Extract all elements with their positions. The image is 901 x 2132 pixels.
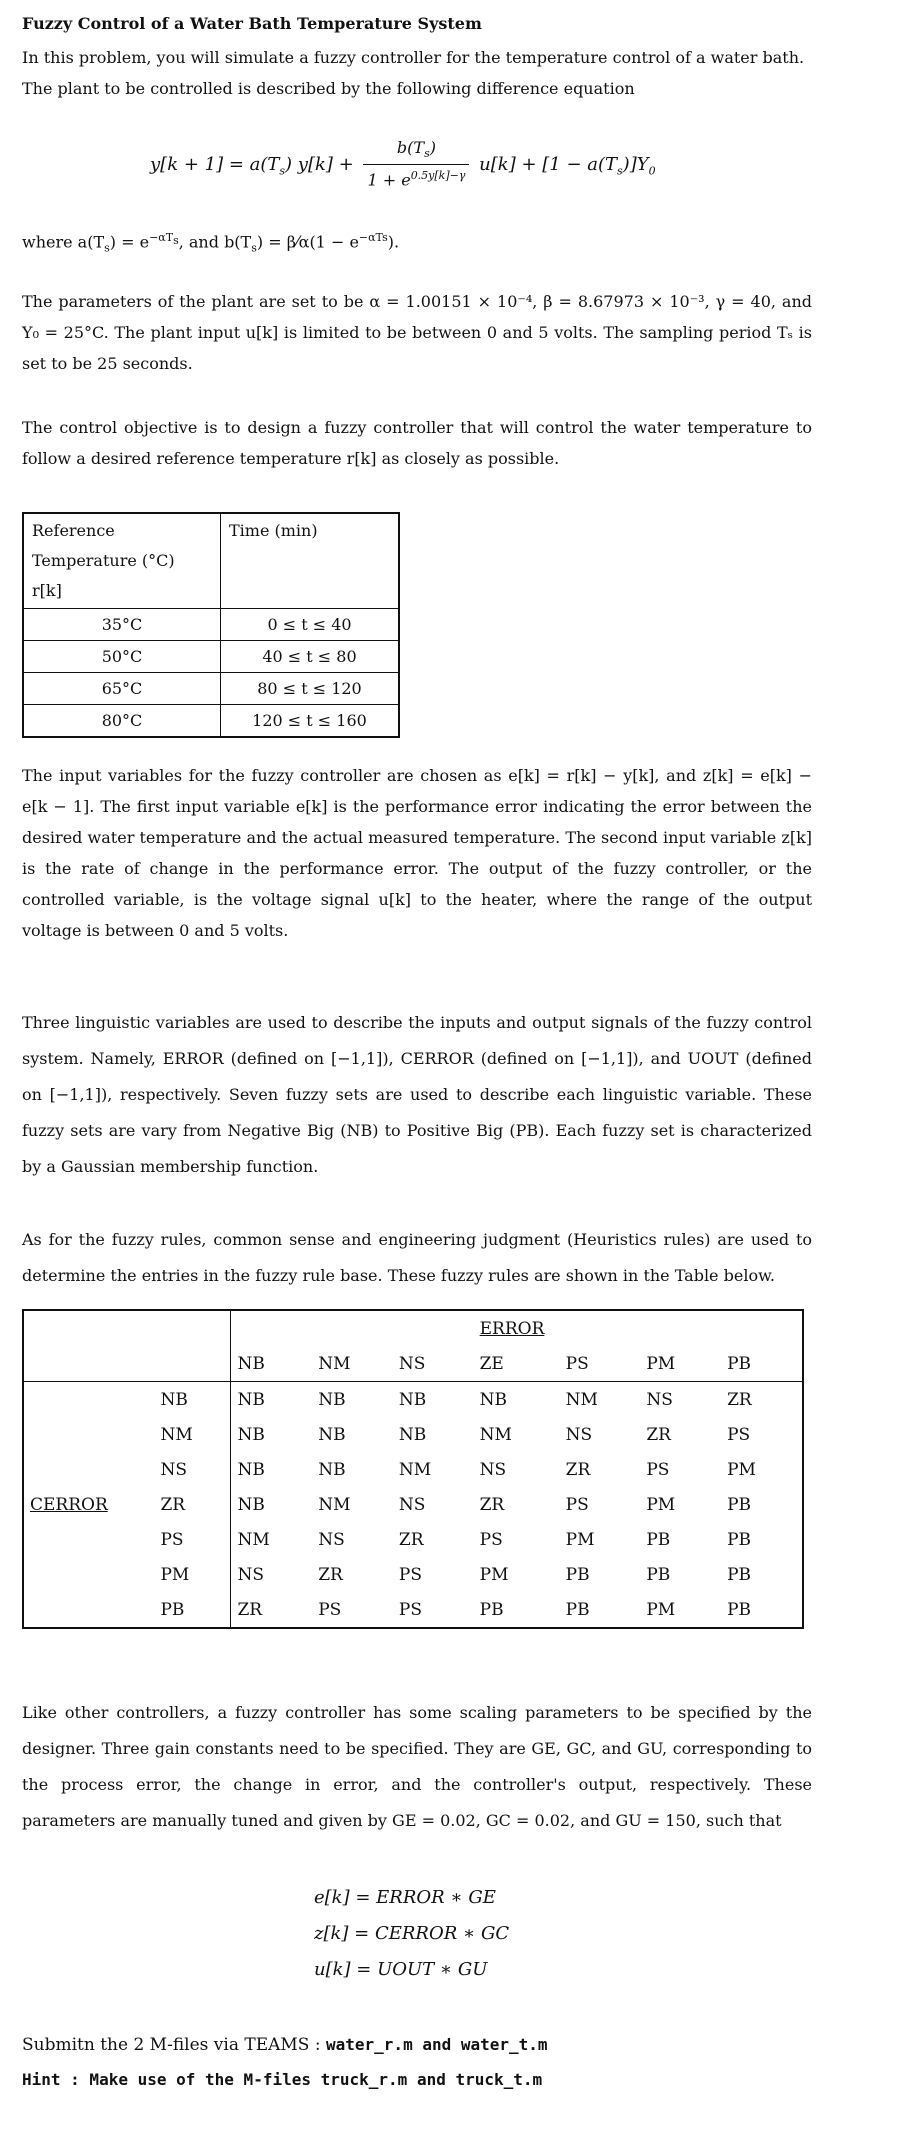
- rule-cell: ZR: [646, 1424, 671, 1445]
- objective-paragraph: The control objective is to design a fuzzy controller that will control the water temperature to follow a desired reference temperature r[k] as closely as possible.: [22, 418, 812, 468]
- rule-header-spacer: [640, 1310, 721, 1346]
- rule-cell: NB: [231, 1487, 312, 1522]
- linguistic-variables-paragraph: Three linguistic variables are used to describe the inputs and output signals of the fuzzy control system. Namely, ERROR (defined on [−1,1]), CERROR (defined on [−1,1]), and UOUT (defined on [−1,1]), respectively. Seven fuzzy sets are used to describe each linguistic variable. These fuzzy sets are vary from Negative Big (NB) to Positive Big (PB). Each fuzzy set is characterized by a Gaussian membership function.: [22, 1013, 812, 1176]
- ref-temp-cell: 35°C: [23, 609, 221, 641]
- rule-header-spacer: [231, 1310, 312, 1346]
- fuzzy-rules-paragraph: As for the fuzzy rules, common sense and engineering judgment (Heuristics rules) are used to determine the entries in the fuzzy rule base. These fuzzy rules are shown in the Table below.: [22, 1230, 812, 1285]
- ref-table-header-temp: [23, 513, 221, 609]
- eq-frac-den-sup: 0.5y[k]−γ: [410, 169, 466, 183]
- rule-row-label-empty: [23, 1417, 138, 1452]
- rule-cell: PB: [646, 1529, 671, 1550]
- ref-table-row: [23, 705, 399, 738]
- error-col-header: PM: [646, 1353, 676, 1374]
- hint-line: Hint : Make use of the M-files truck_r.m and truck_t.m: [22, 2070, 543, 2089]
- ref-table-row: [23, 673, 399, 705]
- rule-corner: [138, 1346, 230, 1382]
- rule-cell: PB: [727, 1564, 751, 1585]
- ref-table-row: [23, 641, 399, 673]
- rule-row: [23, 1487, 803, 1522]
- rule-cell: NM: [398, 1459, 432, 1480]
- rule-cell: NS: [565, 1424, 593, 1445]
- rule-cell: ZR: [318, 1564, 343, 1585]
- gain-equation: e[k] = ERROR ∗ GE: [314, 1887, 496, 1908]
- gain-equation: z[k] = CERROR ∗ GC: [314, 1923, 510, 1944]
- cerror-row-header: NM: [160, 1424, 193, 1445]
- rule-row-label-empty: [23, 1557, 138, 1592]
- eq-frac-num-end: ): [429, 138, 436, 157]
- rule-cell: NM: [318, 1494, 351, 1515]
- submit-text: Submitn the 2 M-files via TEAMS :: [22, 2035, 326, 2055]
- ref-header-line-1: Reference: [32, 521, 115, 540]
- error-col-header: NM: [318, 1353, 351, 1374]
- rule-header-spacer: [560, 1310, 641, 1346]
- rule-row: [23, 1382, 803, 1418]
- rule-cell: NB: [474, 1382, 560, 1418]
- rule-row-label-empty: [23, 1592, 138, 1628]
- rule-cell: NM: [231, 1522, 312, 1557]
- rule-cell: ZR: [565, 1459, 591, 1480]
- eq-rhs: u[k] + [1 − a(T: [479, 153, 618, 175]
- rule-header-spacer: [312, 1310, 393, 1346]
- gain-equation: u[k] = UOUT ∗ GU: [314, 1959, 488, 1980]
- rule-cell: PM: [646, 1494, 676, 1515]
- rule-cell: PM: [646, 1599, 676, 1620]
- where-definition: [22, 222, 812, 264]
- rule-header-spacer: [393, 1310, 474, 1346]
- rule-cell: ZR: [398, 1529, 424, 1550]
- eq-fraction: [363, 138, 469, 192]
- rule-cell: NB: [231, 1452, 312, 1487]
- rule-cell: PS: [479, 1529, 503, 1550]
- ref-temp-cell: 65°C: [23, 673, 221, 705]
- ref-time-cell: 120 ≤ t ≤ 160: [221, 705, 400, 738]
- rule-cell: ZR: [721, 1382, 803, 1418]
- rule-cell: NB: [318, 1424, 346, 1445]
- fuzzy-rule-table: [22, 1309, 804, 1629]
- intro-paragraph: [22, 42, 812, 104]
- where-frac: β⁄α: [286, 232, 310, 252]
- rule-cell: NB: [231, 1417, 312, 1452]
- document-title: Fuzzy Control of a Water Bath Temperature System: [22, 14, 482, 33]
- rule-cell: PS: [646, 1459, 670, 1480]
- intro-line-1: In this problem, you will simulate a fuzzy controller for the temperature control of a water bath.: [22, 48, 805, 67]
- rule-cell: ZR: [231, 1592, 312, 1628]
- rule-corner-2: [138, 1310, 230, 1346]
- rule-row: [23, 1592, 803, 1628]
- cerror-row-header: PB: [160, 1599, 185, 1620]
- where-end-2: ) =: [256, 232, 287, 252]
- where-sub: s: [104, 241, 110, 255]
- scaling-parameters-paragraph: Like other controllers, a fuzzy controller has some scaling parameters to be specified by the designer. Three gain constants need to be specified. They are GE, GC, and GU, corresponding to the process error, the change in error, and the controller's output, respectively. These parameters are manually tuned and given by GE = 0.02, GC = 0.02, and GU = 150, such that: [22, 1703, 812, 1830]
- eq-rhs-end: )]Y: [622, 153, 649, 175]
- eq-rhs-end-sub: 0: [648, 164, 656, 178]
- eq-frac-den: 1 + e: [367, 170, 411, 190]
- reference-temperature-table: [22, 512, 400, 738]
- rule-cell: NS: [640, 1382, 721, 1418]
- error-col-header: PS: [565, 1353, 589, 1374]
- rule-cell: NB: [318, 1459, 346, 1480]
- ref-table-header-time: Time (min): [221, 513, 400, 609]
- rule-cell: PM: [565, 1529, 595, 1550]
- cerror-row-header: PS: [160, 1529, 184, 1550]
- eq-lhs: y[k + 1] = a(T: [150, 153, 280, 175]
- input-variables-paragraph: The input variables for the fuzzy controller are chosen as e[k] = r[k] − y[k], and z[k] = e[k] − e[k − 1]. The first input variable e[k] is the performance error indicating the error between the desired water temperature and the actual measured temperature. The second input variable z[k] is the rate of change in the performance error. The output of the fuzzy controller, or the controlled variable, is the voltage signal u[k] to the heater, where the range of the output voltage is between 0 and 5 volts.: [22, 766, 812, 940]
- rule-cell: PB: [727, 1529, 751, 1550]
- ref-time-cell: 80 ≤ t ≤ 120: [221, 673, 400, 705]
- eq-rhs-sub: s: [617, 164, 623, 178]
- where-sup: −αT: [149, 231, 174, 244]
- rule-cell: PS: [565, 1494, 589, 1515]
- eq-frac-num-sub: s: [424, 147, 430, 161]
- error-col-header: ZE: [479, 1353, 504, 1374]
- rule-header-spacer: [474, 1310, 560, 1346]
- rule-cell: PB: [565, 1599, 590, 1620]
- ref-header-line-2: Temperature (°C): [32, 551, 175, 570]
- cerror-row-header: NB: [138, 1382, 230, 1418]
- parameters-paragraph: The parameters of the plant are set to be α = 1.00151 × 10⁻⁴, β = 8.67973 × 10⁻³, γ = 40, and Y₀ = 25°C. The plant input u[k] is limited to be between 0 and 5 volts. The sampling period Tₛ is set to be 25 seconds.: [22, 292, 812, 373]
- rule-header-spacer: [721, 1310, 803, 1346]
- rule-corner: [23, 1310, 138, 1346]
- error-col-header: PB: [727, 1353, 751, 1374]
- rule-cell: PS: [727, 1424, 751, 1445]
- eq-lhs-2: ) y[k] +: [285, 153, 354, 175]
- ref-time-cell: 0 ≤ t ≤ 40: [221, 609, 400, 641]
- rule-row: [23, 1522, 803, 1557]
- ref-table-row: [23, 609, 399, 641]
- where-end-sub: s: [251, 241, 257, 255]
- rule-cell: PB: [727, 1599, 751, 1620]
- rule-cell: PM: [727, 1459, 756, 1480]
- cerror-row-header: ZR: [160, 1494, 186, 1515]
- rule-cell: PB: [727, 1494, 751, 1515]
- rule-cell: NS: [479, 1459, 507, 1480]
- error-col-header: NB: [231, 1346, 312, 1382]
- ref-temp-cell: 80°C: [23, 705, 221, 738]
- rule-cell: PM: [479, 1564, 509, 1585]
- rule-row: [23, 1557, 803, 1592]
- rule-cell: NB: [398, 1424, 427, 1445]
- where-end: , and b(T: [178, 232, 252, 252]
- ref-temp-cell: 50°C: [23, 641, 221, 673]
- rule-corner: [23, 1346, 138, 1382]
- ref-time-cell: 40 ≤ t ≤ 80: [221, 641, 400, 673]
- where-sup-sub: s: [173, 234, 179, 248]
- where-end-3-sup: −αTs: [358, 231, 388, 244]
- rule-cell: PS: [318, 1599, 342, 1620]
- rule-cell: NM: [479, 1424, 512, 1445]
- rule-cell: NM: [560, 1382, 641, 1418]
- where-end-3: (1 − e: [309, 232, 359, 252]
- rule-row: [23, 1417, 803, 1452]
- error-col-header: NS: [398, 1353, 426, 1374]
- gain-equations: [314, 1880, 901, 1988]
- rule-cell: PB: [565, 1564, 590, 1585]
- rule-cell: ZR: [479, 1494, 505, 1515]
- plant-difference-equation: [150, 138, 901, 192]
- rule-row-label-empty: [23, 1382, 138, 1418]
- cerror-axis-label: CERROR: [30, 1494, 108, 1515]
- rule-row-label-empty: [23, 1452, 138, 1487]
- rule-cell: PS: [398, 1564, 423, 1585]
- rule-row: [23, 1452, 803, 1487]
- cerror-row-header: PM: [160, 1564, 190, 1585]
- eq-frac-num: b(T: [396, 138, 425, 157]
- rule-cell: NB: [312, 1382, 393, 1418]
- submit-filenames: water_r.m and water_t.m: [326, 2035, 548, 2054]
- ref-header-line-3: r[k]: [32, 581, 62, 600]
- rule-cell: PB: [646, 1564, 671, 1585]
- where-end-4: ).: [387, 232, 400, 252]
- rule-cell: PB: [479, 1599, 504, 1620]
- eq-lhs-sub: s: [279, 164, 286, 178]
- where-mid: ) = e: [109, 232, 150, 252]
- cerror-row-header: NS: [160, 1459, 187, 1480]
- error-axis-label: ERROR: [479, 1318, 545, 1339]
- where-text: where a(T: [22, 232, 105, 252]
- rule-cell: NS: [231, 1557, 312, 1592]
- rule-row-label-empty: [23, 1522, 138, 1557]
- rule-cell: NB: [393, 1382, 474, 1418]
- intro-line-2: The plant to be controlled is described by the following difference equation: [22, 79, 635, 98]
- rule-cell: PS: [398, 1599, 423, 1620]
- rule-cell: NS: [318, 1529, 345, 1550]
- submission-instruction: [22, 2035, 812, 2055]
- rule-cell: NS: [398, 1494, 426, 1515]
- rule-cell: NB: [231, 1382, 312, 1418]
